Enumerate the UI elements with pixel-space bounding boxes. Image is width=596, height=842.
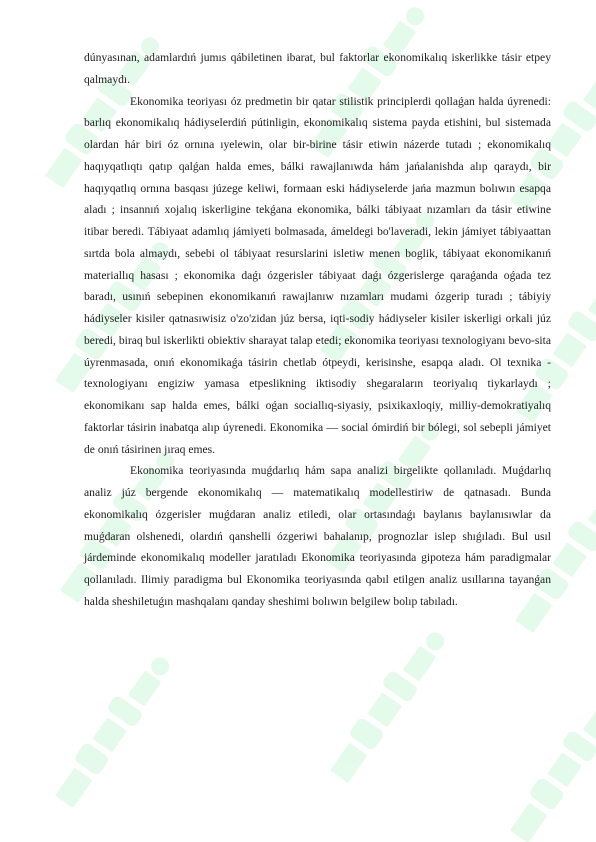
body-text [84, 47, 551, 613]
watermark-stamp [503, 683, 596, 842]
paragraph-2: Ekonomika teoriyası óz predmetin bir qatar stilistik principlerdi qollaǵan halda úyrenedi: barlıq ekonomikalıq hádiyselerdiń pútinligin, ekonomikalıq sistema payda etishini, bul sistemada olardan hár biri óz ornına ıyelewin, olar bir-birine tásir etiwin názerde tutadı ; ekonomikalıq haqıyqatlıqtı qatıp qalǵan halda emes, bálki rawajlanıwda hám jańalanishda alıp qaraydı, bir haqıyqatlıq ornına basqası júzege keliwi, formaan eski hádiyselerde jańa mazmun bolıwın esapqa aladı ; insannıń xojalıq iskerligine tekǵana ekonomika, bálki tábiyaat nızamları da tásir etiwine itibar beredi. Tábiyaat adamlıq jámiyeti bolmasada, ámeldegi bo'laveradi, lekin jámiyet tábiyaattan sırtda bola almaydı, sebebi ol tábiyaat resurslarini isletiw menen boglik, tábiyaat ekonomikanıń materiallıq hasası ; ekonomika daǵı ózgerisler tábiyaat daǵı ózgerislerge qaraǵanda oǵada tez baradı, usınıń sebepinen ekonomikanıń rawajlanıw nızamları mudami ózgerip turadı ; tábiyiy hádiyseler kisiler qatnasıwisiz o'zo'zidan júz bersa, iqti-sodiy hádiyseler kisiler iskerligi orkali júz beredi, biraq bul iskerlikti obiektiv sharayat talap etedi; ekonomika teoriyası texnologiyanı bevo-sita úyrenmasada, onıń ekonomikaǵa tásirin chetlab ótpeydi, kerisinshe, esapqa aladı. Ol texnika -texnologiyanı engiziw yamasa etpeslikning iktisodiy shegaraların teoriyalıq tiykarlaydı ; ekonomikanı sap halda emes, bálki oǵan sociallıq-siyasiy, psixikaxloqiy, milliy-demokratiyalıq faktorlar tásirin inabatqa alıp úyrenedi. Ekonomika — social ómirdiń bir bólegi, sol sebepli jámiyet de onıń tásirinen jıraq emes. [84, 94, 551, 456]
paragraph-3: Ekonomika teoriyasında muǵdarlıq hám sapa analizi birgelikte qollanıladı. Muǵdarlıq analiz júz bergende ekonomikalıq — matematikalıq modellestiriw de qatnasadı. Bunda ekonomikalıq ózgerisler muǵdaran analiz etiledi, olar ortasındaǵı baylanıs baylanısıwlar da muǵdaran olshenedi, olardıń qanshelli ózgeriwi bahalanıp, prognozlar islep shıǵıladı. Bul usıl járdeminde ekonomikalıq modeller jaratıladı Ekonomika teoriyasında gipoteza hám paradigmalar qollanıladı. Ilimiy paradigma bul Ekonomika teoriyasında qabıl etilgen analiz usıllarına tayanǵan halda sheshiletuǵın mashqalanı qanday sheshimi bolıwın belgilew bolıp tabıladı. [84, 464, 551, 608]
paragraph-1: dúnyasınan, adamlardıń jumıs qábiletinen ibarat, bul faktorlar ekonomikalıq iskerlikke tásir etpey qalmaydı. [84, 51, 551, 86]
watermark-stamp [48, 648, 176, 811]
watermark-stamp [323, 623, 451, 786]
